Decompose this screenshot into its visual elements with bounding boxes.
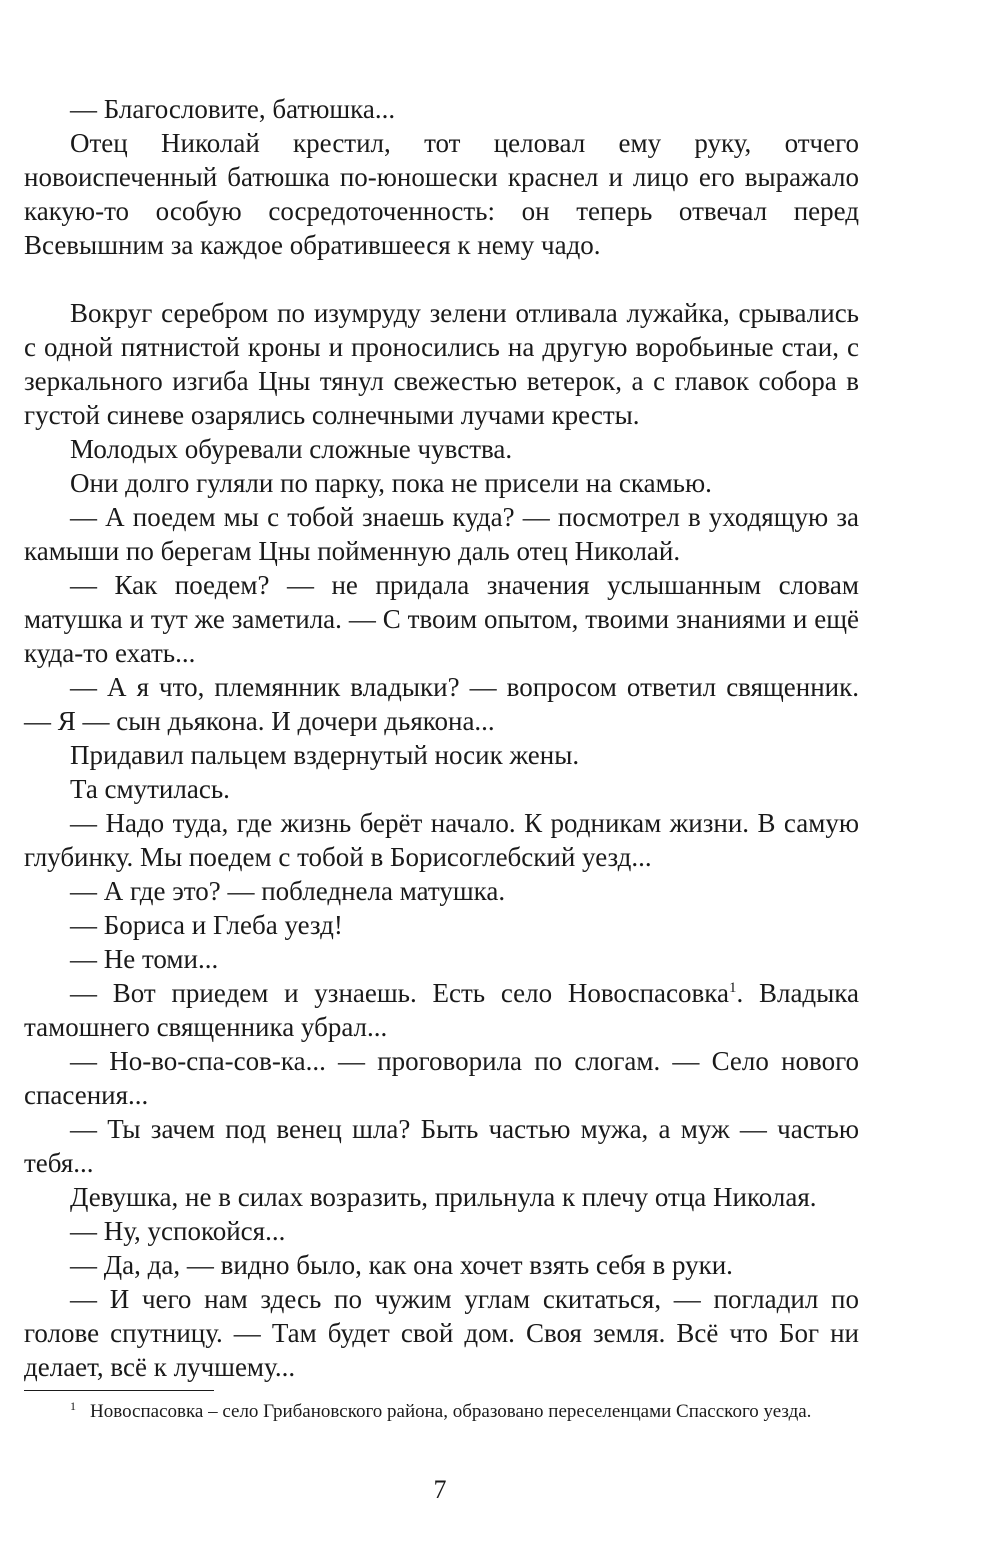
paragraph: — Да, да, — видно было, как она хочет взять себя в руки. (70, 1250, 733, 1280)
footnote (24, 1397, 859, 1426)
paragraph: Вокруг серебром по изумруду зелени отливала лужайка, срывались с одной пятнистой кроны и проносились на другую воробьиные стаи, с зеркального изгиба Цны тянул свежестью ветерок, а с главок собора в густой синеве озарялись солнечными лучами кресты. (24, 298, 859, 430)
paragraph: — А я что, племянник владыки? — вопросом ответил священник. — Я — сын дьякона. И дочери дьякона... (24, 672, 859, 736)
paragraph: — Благословите, батюшка... (70, 94, 396, 124)
page-number: 7 (433, 1475, 447, 1504)
paragraph: Придавил пальцем вздернутый носик жены. (70, 740, 580, 770)
paragraph: — Но-во-спа-сов-ка... — проговорила по слогам. — Село нового спасения... (24, 1046, 859, 1110)
paragraph: — А поедем мы с тобой знаешь куда? — посмотрел в уходящую за камыши по берегам Цны пойменную даль отец Николай. (24, 502, 859, 566)
footnote-reference[interactable]: 1 (728, 980, 737, 996)
paragraph: Та смутилась. (70, 774, 230, 804)
paragraph-text: — Вот приедем и узнаешь. Есть село Новоспасовка (70, 978, 729, 1008)
paragraph-with-footnote (24, 976, 859, 1044)
paragraph: — Бориса и Глеба уезд! (70, 910, 343, 940)
paragraph: — Ну, успокойся... (70, 1216, 286, 1246)
paragraph: — Надо туда, где жизнь берёт начало. К родникам жизни. В самую глубинку. Мы поедем с тобой в Борисоглебский уезд... (24, 808, 859, 872)
paragraph: — Не томи... (70, 944, 219, 974)
paragraph: Они долго гуляли по парку, пока не присели на скамью. (70, 468, 712, 498)
footnote-divider (24, 1390, 214, 1391)
footnote-text: Новоспасовка – село Грибановского района, образовано переселенцами Спасского уезда. (90, 1401, 812, 1422)
paragraph: — Ты зачем под венец шла? Быть частью мужа, а муж — частью тебя... (24, 1114, 859, 1178)
text-section-1 (24, 92, 859, 262)
paragraph: — И чего нам здесь по чужим углам скитаться, — погладил по голове спутницу. — Там будет свой дом. Своя земля. Всё что Бог ни делает, всё к лучшему... (24, 1284, 859, 1382)
footnote-mark: 1 (70, 1399, 76, 1413)
paragraph: — А где это? — побледнела матушка. (70, 876, 506, 906)
paragraph-text: . Владыка тамошнего священника убрал... (24, 978, 860, 1042)
paragraph: Отец Николай крестил, тот целовал ему руку, отчего новоиспеченный батюшка по-юношески краснел и лицо его выражало какую-то особую сосредоточенность: он теперь отвечал перед Всевышним за каждое обратившееся к нему чадо. (24, 128, 859, 260)
paragraph: — Как поедем? — не придала значения услышанным словам матушка и тут же заметила. — С твоим опытом, твоими знаниями и ещё куда-то ехать... (24, 570, 859, 668)
text-section-2 (24, 296, 859, 1384)
paragraph: Молодых обуревали сложные чувства. (70, 434, 513, 464)
paragraph: Девушка, не в силах возразить, прильнула к плечу отца Николая. (70, 1182, 817, 1212)
